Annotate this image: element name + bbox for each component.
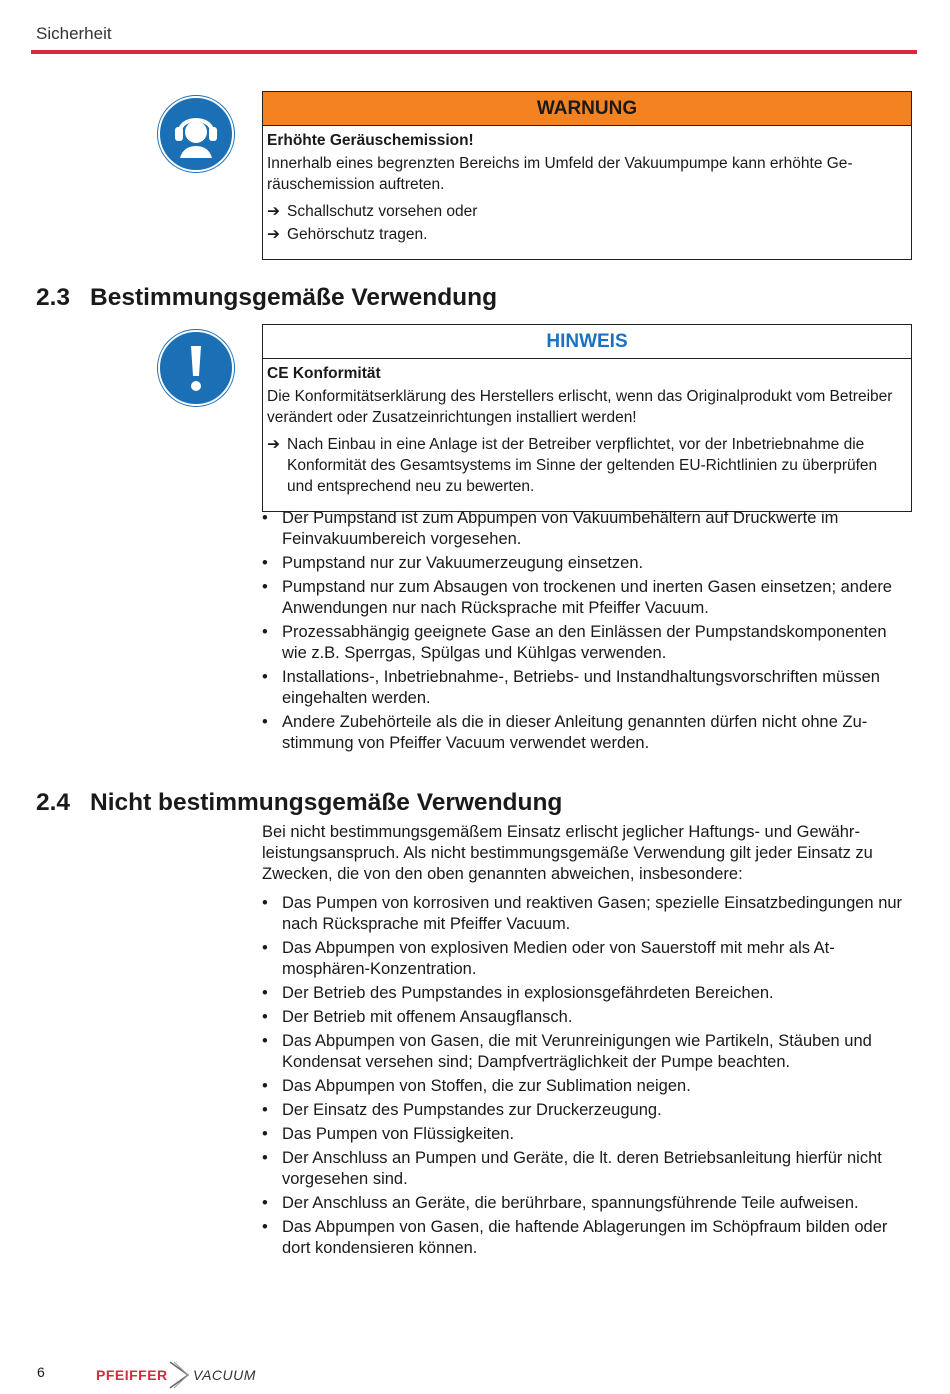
list-item: • Das Pumpen von korrosiven und reaktiven Gasen; spezielle Einsatzbedingungen nur nach Rücksprache mit Pfeiffer Vacuum.: [262, 894, 903, 933]
list-item: • Das Abpumpen von explosiven Medien oder von Sauerstoff mit mehr als Atmosphären-Konzentration.: [262, 939, 835, 978]
list-item: • Pumpstand nur zur Vakuumerzeugung einsetzen.: [262, 554, 644, 572]
notice-label: HINWEIS: [263, 325, 911, 359]
hearing-protection-icon: [158, 96, 234, 172]
warning-box: [262, 91, 912, 260]
list-item: • Der Anschluss an Geräte, die berührbare, spannungsführende Teile aufweisen.: [262, 1194, 859, 1212]
warning-label: WARNUNG: [263, 92, 911, 126]
notice-text: Die Konformitätserklärung des Herstellers erlischt, wenn das Originalprodukt vom Betreiber verändert oder Zusatzeinrichtungen installiert werden!: [267, 388, 893, 426]
list-item: • Der Anschluss an Pumpen und Geräte, die lt. deren Betriebsanleitung hierfür nicht vorgesehen sind.: [262, 1149, 882, 1188]
page-number: 6: [37, 1364, 45, 1380]
logo-text-right: VACUUM: [193, 1367, 256, 1383]
section-number: 2.3: [36, 284, 71, 311]
list-item: • Das Abpumpen von Gasen, die mit Verunreinigungen wie Partikeln, Stäuben und Kondensat versehen sind; Dampfverträglichkeit der Pumpe beachten.: [262, 1032, 872, 1071]
list-item: • Der Einsatz des Pumpstandes zur Druckerzeugung.: [262, 1101, 662, 1119]
warning-subtitle: Erhöhte Geräuschemission!: [267, 132, 474, 149]
list-item: • Der Betrieb mit offenem Ansaugflansch.: [262, 1008, 573, 1026]
section-title: Nicht bestimmungsgemäße Verwendung: [90, 789, 563, 816]
section-2-3-bullet-list: [262, 508, 912, 757]
list-item: • Installations-, Inbetriebnahme-, Betriebs- und Instandhaltungsvorschriften müssen eingehalten werden.: [262, 668, 880, 707]
logo-mark-icon: [168, 1360, 190, 1390]
arrow-right-icon: ➔: [267, 436, 280, 453]
exclamation-icon: [158, 330, 234, 406]
section-2-3-heading: [36, 284, 497, 312]
section-2-4-heading: [36, 789, 562, 817]
list-item: • Der Betrieb des Pumpstandes in explosionsgefährdeten Bereichen.: [262, 984, 774, 1002]
notice-box: [262, 324, 912, 512]
list-item: • Pumpstand nur zum Absaugen von trockenen und inerten Gasen einsetzen; andere Anwendungen nur nach Rücksprache mit Pfeiffer Vacuum.: [262, 578, 892, 617]
list-item: • Das Pumpen von Flüssigkeiten.: [262, 1125, 515, 1143]
list-item: • Der Pumpstand ist zum Abpumpen von Vakuumbehältern auf Druckwerte im Feinvakuumbereich vorgesehen.: [262, 509, 839, 548]
list-item: • Prozessabhängig geeignete Gase an den Einlässen der Pumpstandskomponenten wie z.B. Sperrgas, Spülgas und Kühlgas verwenden.: [262, 623, 887, 662]
warning-action-1: ➔ Schallschutz vorsehen oder: [267, 203, 478, 220]
warning-action-2: ➔ Gehörschutz tragen.: [267, 226, 428, 243]
logo-text-left: PFEIFFER: [96, 1367, 168, 1383]
list-item: • Das Abpumpen von Gasen, die haftende Ablagerungen im Schöpfraum bilden oder dort kondensieren können.: [262, 1218, 888, 1257]
notice-subtitle: CE Konformität: [267, 365, 381, 382]
section-2-4-bullet-list: [262, 893, 912, 1262]
section-title: Bestimmungsgemäße Verwendung: [90, 284, 498, 311]
header-rule: [31, 50, 917, 54]
list-item: • Andere Zubehörteile als die in dieser Anleitung genannten dürfen nicht ohne Zustimmung von Pfeiffer Vacuum verwendet werden.: [262, 713, 868, 752]
list-item: • Das Abpumpen von Stoffen, die zur Sublimation neigen.: [262, 1077, 691, 1095]
page-header-title: Sicherheit: [36, 24, 112, 43]
arrow-right-icon: ➔: [267, 203, 280, 220]
warning-text: Innerhalb eines begrenzten Bereichs im Umfeld der Vakuumpumpe kann erhöhte Geräuschemission auftreten.: [267, 155, 853, 193]
section-number: 2.4: [36, 789, 71, 816]
section-2-4-intro: Bei nicht bestimmungsgemäßem Einsatz erlischt jeglicher Haftungs- und Gewährleistungsanspruch. Als nicht bestimmungsgemäße Verwendung gilt jeder Einsatz zu Zwecken, die von den oben genannten abweichen, insbesondere:: [262, 823, 873, 883]
arrow-right-icon: ➔: [267, 226, 280, 243]
notice-action: ➔ Nach Einbau in eine Anlage ist der Betreiber verpflichtet, vor der Inbetriebnahme die Konformität des Gesamtsystems im Sinne der geltenden EU-Richtlinien zu überprüfen und entsprechend neu zu bewerten.: [267, 436, 878, 495]
